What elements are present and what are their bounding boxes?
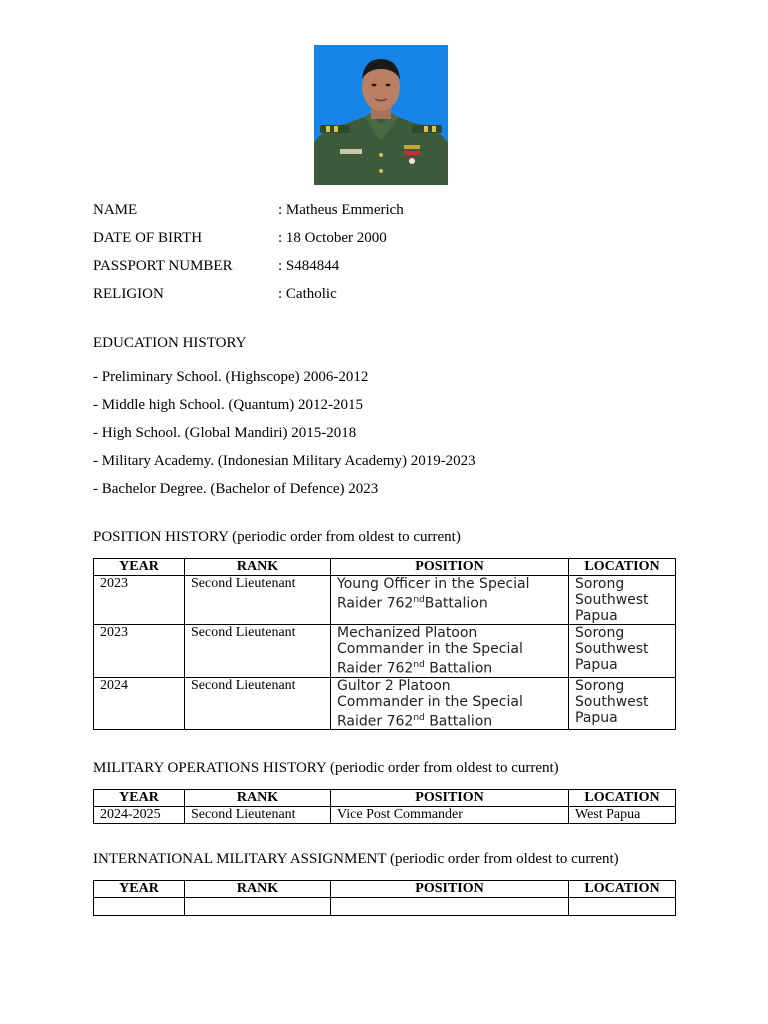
- position-history-title: POSITION HISTORY (periodic order from oldest to current): [93, 529, 461, 545]
- bio-label: RELIGION: [93, 285, 164, 302]
- location-line: Papua: [575, 709, 618, 726]
- list-item: - Preliminary School. (Highscope) 2006-2012: [93, 368, 369, 385]
- position-text: Battalion: [424, 713, 493, 730]
- table-row: [94, 807, 676, 824]
- position-text: Battalion: [424, 595, 488, 612]
- location-line: Southwest: [575, 693, 649, 710]
- position-line: Commander in the Special: [337, 641, 523, 657]
- location-line: Sorong: [575, 576, 625, 592]
- cell-location: [569, 677, 676, 730]
- cell-rank: [185, 898, 331, 916]
- cell-position: [331, 625, 569, 678]
- bio-label: DATE OF BIRTH: [93, 229, 203, 246]
- ordinal-suffix: nd: [413, 660, 425, 670]
- position-history-table: [93, 558, 676, 730]
- header-year: YEAR: [94, 559, 185, 576]
- bio-row-religion: [93, 280, 404, 308]
- cell-position: [331, 576, 569, 625]
- header-rank: RANK: [185, 790, 331, 807]
- international-assignment-title: INTERNATIONAL MILITARY ASSIGNMENT (periodic order from oldest to current): [93, 851, 619, 867]
- location-line: Southwest: [575, 592, 649, 608]
- position-line: Mechanized Platoon: [337, 625, 478, 641]
- operations-history-title: MILITARY OPERATIONS HISTORY (periodic order from oldest to current): [93, 760, 559, 776]
- list-item: - Middle high School. (Quantum) 2012-2015: [93, 396, 363, 413]
- cell-year: 2024-2025: [94, 807, 185, 824]
- position-text: Raider 762: [337, 595, 414, 612]
- header-position: POSITION: [331, 881, 569, 898]
- table-header-row: [94, 559, 676, 576]
- cell-rank: Second Lieutenant: [185, 677, 331, 730]
- bio-row-date-of-birth: [93, 224, 404, 252]
- table-row: [94, 677, 676, 730]
- bio-value: : S484844: [278, 257, 340, 274]
- list-item: - High School. (Global Mandiri) 2015-2018: [93, 424, 357, 441]
- header-rank: RANK: [185, 559, 331, 576]
- header-location: LOCATION: [569, 881, 676, 898]
- education-list: [93, 363, 476, 503]
- ordinal-suffix: nd: [413, 595, 425, 605]
- cell-year: 2023: [94, 576, 185, 625]
- portrait-photo: [314, 45, 448, 185]
- position-line: Gultor 2 Platoon: [337, 677, 451, 694]
- header-location: LOCATION: [569, 559, 676, 576]
- bio-value: : Catholic: [278, 285, 337, 302]
- header-position: POSITION: [331, 559, 569, 576]
- position-text: Raider 762: [337, 713, 414, 730]
- operations-history-table: [93, 789, 676, 824]
- header-location: LOCATION: [569, 790, 676, 807]
- table-row: [94, 898, 676, 916]
- cell-rank: Second Lieutenant: [185, 576, 331, 625]
- position-text: Battalion: [424, 660, 493, 677]
- bio-value: : Matheus Emmerich: [278, 201, 404, 218]
- cell-year: [94, 898, 185, 916]
- cell-rank: Second Lieutenant: [185, 807, 331, 824]
- position-line: Young Officer in the Special: [337, 576, 530, 592]
- header-rank: RANK: [185, 881, 331, 898]
- cell-position: [331, 677, 569, 730]
- cell-rank: Second Lieutenant: [185, 625, 331, 678]
- bio-value: : 18 October 2000: [278, 229, 387, 246]
- ordinal-suffix: nd: [413, 712, 425, 723]
- header-year: YEAR: [94, 881, 185, 898]
- bio-label: NAME: [93, 201, 138, 218]
- cell-location: [569, 625, 676, 678]
- location-line: Sorong: [575, 677, 625, 694]
- position-text: Raider 762: [337, 660, 414, 677]
- position-line: [337, 710, 562, 730]
- cell-location: [569, 898, 676, 916]
- cell-year: 2024: [94, 677, 185, 730]
- table-header-row: [94, 790, 676, 807]
- table-row: [94, 576, 676, 625]
- location-line: Sorong: [575, 625, 625, 641]
- table-header-row: [94, 881, 676, 898]
- location-line: Papua: [575, 608, 618, 624]
- table-row: [94, 625, 676, 678]
- position-line: [337, 592, 562, 612]
- position-line: [337, 657, 562, 677]
- cell-position: [331, 898, 569, 916]
- international-assignment-table: [93, 880, 676, 916]
- bio-label: PASSPORT NUMBER: [93, 257, 233, 274]
- location-line: Papua: [575, 657, 618, 673]
- location-line: Southwest: [575, 641, 649, 657]
- cell-position: Vice Post Commander: [331, 807, 569, 824]
- list-item: - Bachelor Degree. (Bachelor of Defence) 2023: [93, 480, 379, 497]
- header-position: POSITION: [331, 790, 569, 807]
- position-line: Commander in the Special: [337, 693, 523, 710]
- header-year: YEAR: [94, 790, 185, 807]
- bio-row-passport-number: [93, 252, 404, 280]
- cell-location: [569, 576, 676, 625]
- cell-location: West Papua: [569, 807, 676, 824]
- list-item: - Military Academy. (Indonesian Military Academy) 2019-2023: [93, 452, 476, 469]
- bio-row-name: [93, 196, 404, 224]
- cell-year: 2023: [94, 625, 185, 678]
- bio-section: [93, 196, 404, 308]
- education-title: EDUCATION HISTORY: [93, 335, 247, 351]
